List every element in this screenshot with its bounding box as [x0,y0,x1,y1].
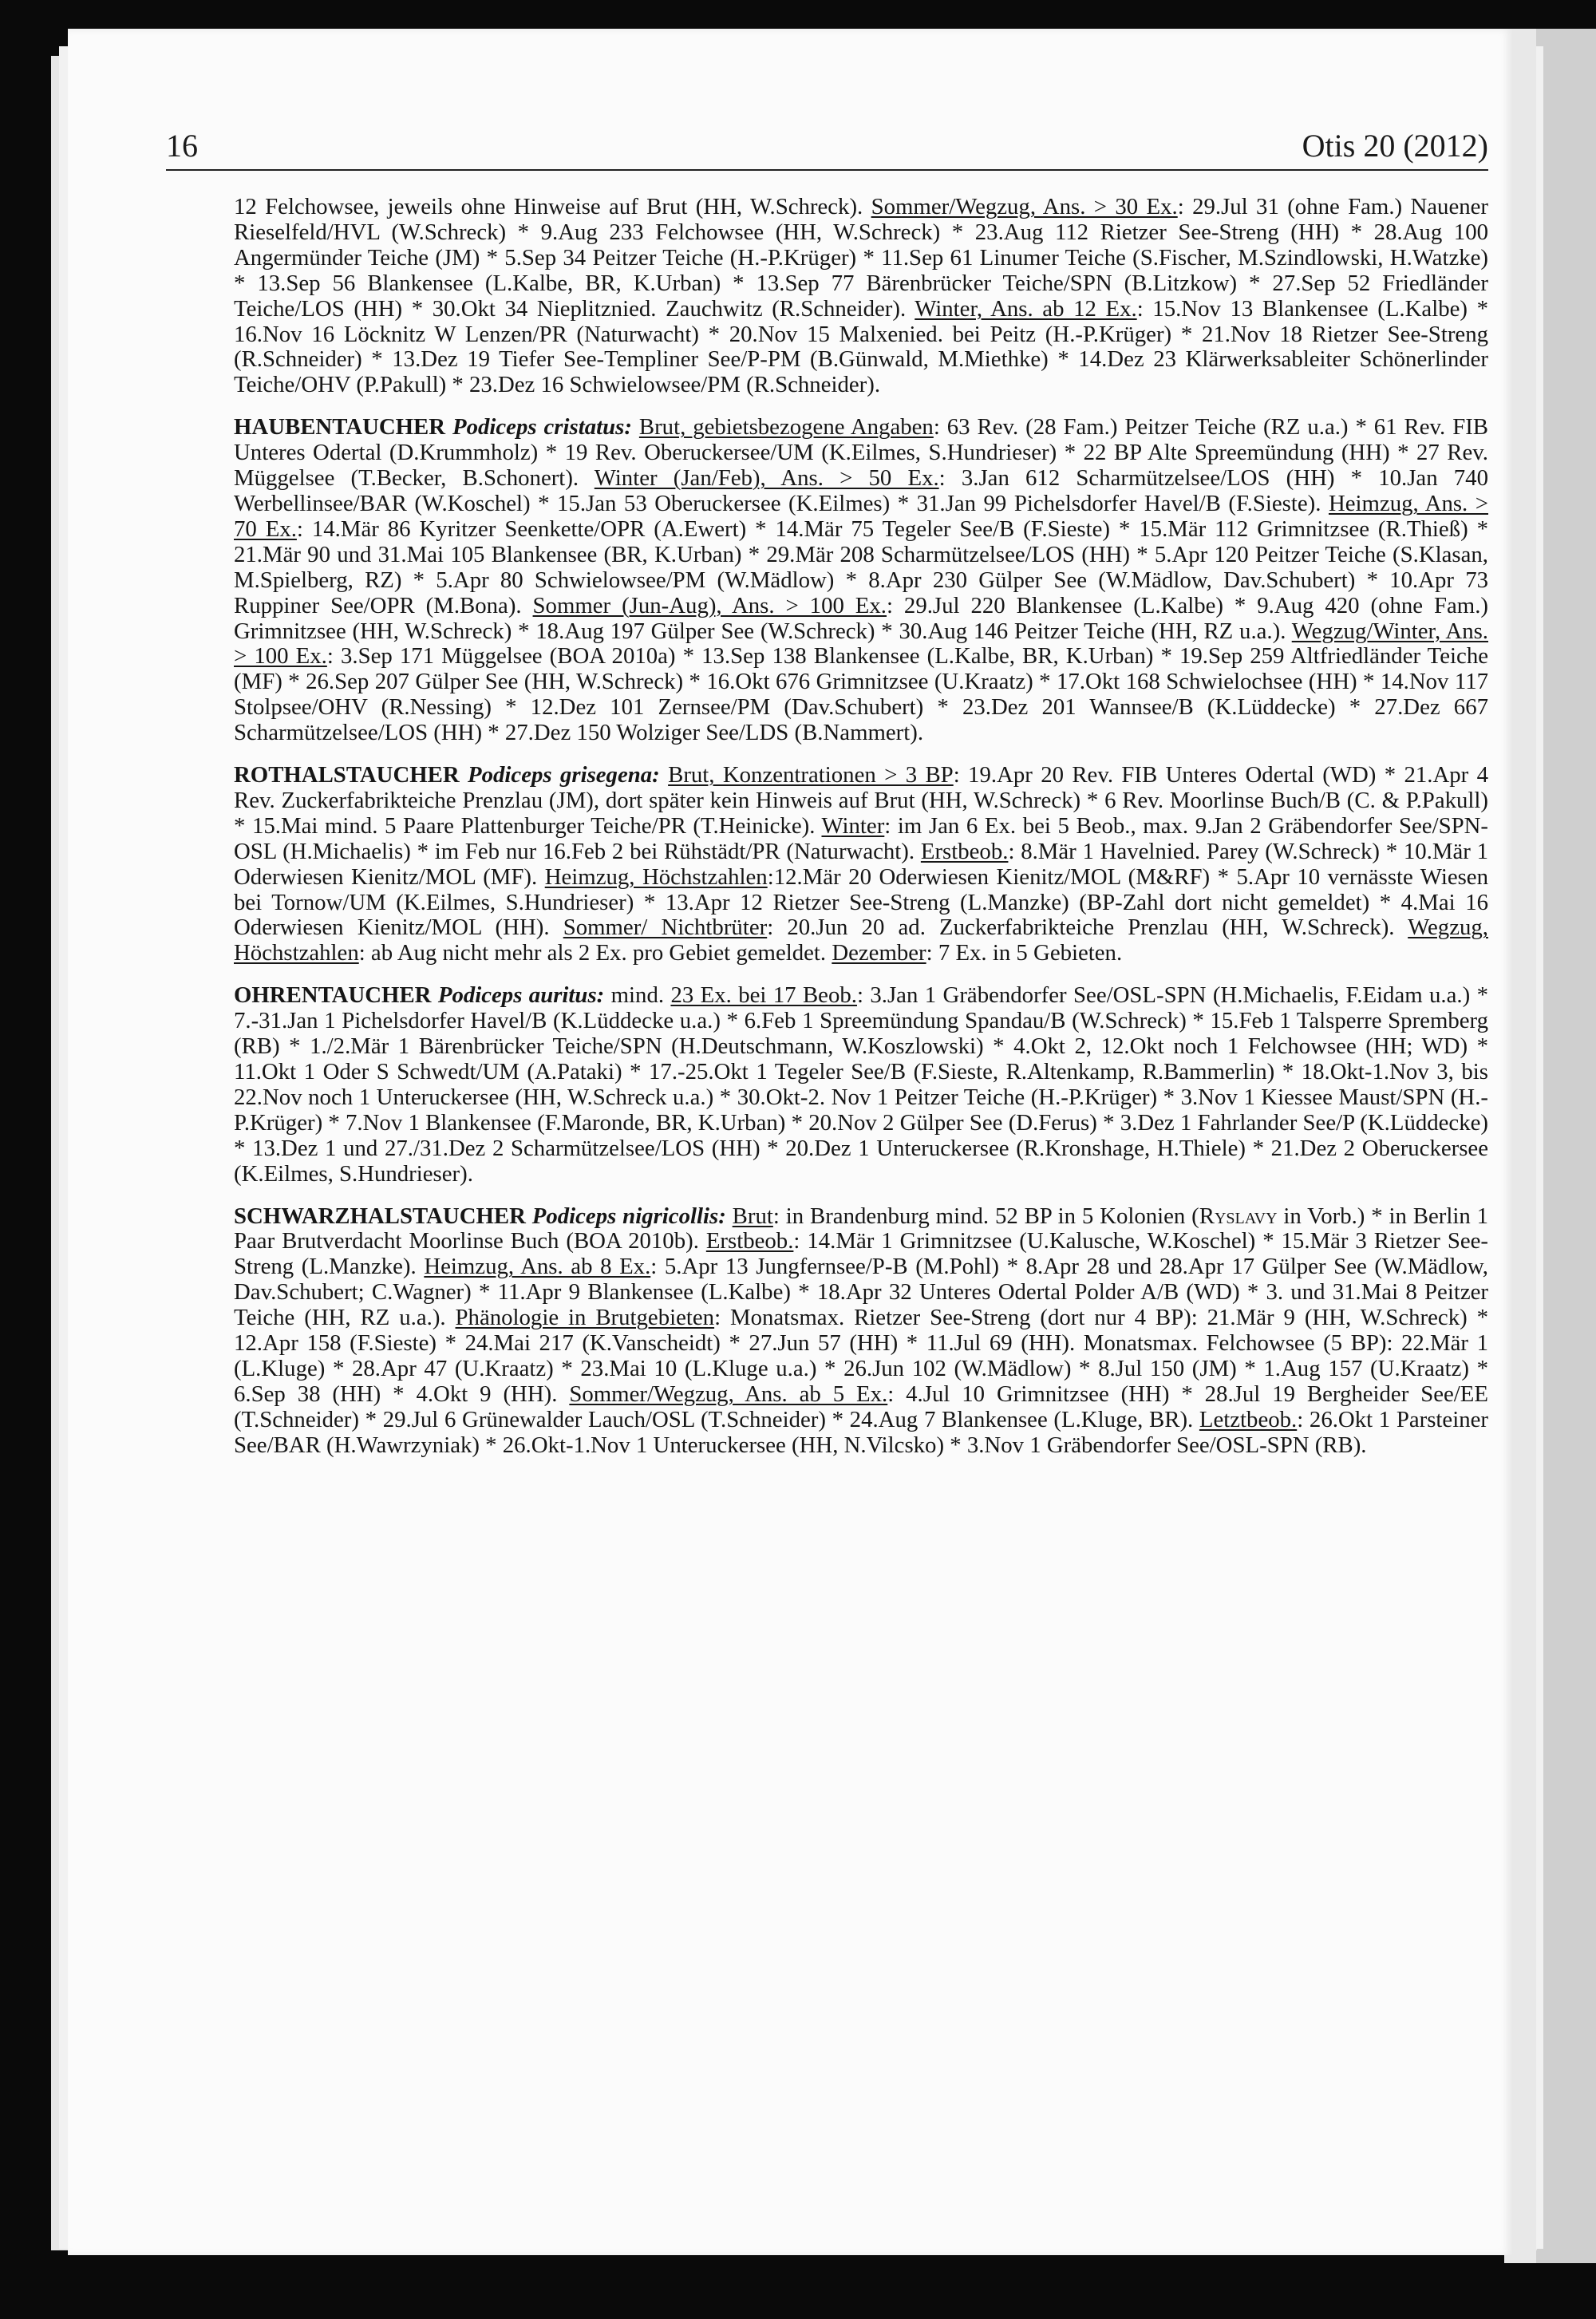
section-heading: Phänologie in Brutgebieten [455,1305,715,1331]
scientific-name [468,762,660,788]
text-run: :12.Mär 20 Oderwiesen Kienitz/MOL (M&RF) * 5.Apr 10 vernässte Wiesen bei Tornow/UM (K.Eilmes, S.Hundrieser) * 13.Apr 12 Rietzer See-Streng (L.Manzke) (BP-Zahl dort nicht gemeldet) * 4.Mai 16 Oderwiesen Kienitz/MOL (HH). [234,863,1488,941]
scientific-name [438,982,604,1008]
paragraph-rothalstaucher [234,763,1488,966]
text-run: : 20.Jun 20 ad. Zuckerfabrikteiche Prenzlau (HH, W.Schreck). [767,915,1408,941]
section-heading: Brut, Konzentrationen > 3 BP [668,762,954,788]
text-run: : 4.Jul 10 Grimnitzsee (HH) * 28.Jul 19 Bergheider See/EE (T.Schneider) * 29.Jul 6 Grünewalder Lauch/OSL (T.Schneider) * 24.Aug 7 Blankensee (L.Kluge, BR). [234,1381,1488,1432]
species-name: ROTHALSTAUCHER [234,762,468,788]
text-run: : im Jan 6 Ex. bei 5 Beob., max. 9.Jan 2 Gräbendorfer See/SPN-OSL (H.Michaelis) * im Feb nur 16.Feb 2 bei Rühstädt/PR (Naturwacht). [234,812,1488,864]
section-heading: Sommer/ Nichtbrüter [563,915,768,941]
section-heading: Brut, gebietsbezogene Angaben [638,414,934,440]
text-run: : in Brandenburg mind. 52 BP in 5 Kolonien ( [772,1203,1199,1229]
section-heading: 23 Ex. bei 17 Beob. [670,982,857,1009]
section-heading: Wegzug, Höchstzahlen [234,915,1488,966]
text-run: : ab Aug nicht mehr als 2 Ex. pro Gebiet gemeldet. [358,940,832,966]
section-heading: Sommer/Wegzug, Ans. > 30 Ex. [871,194,1178,219]
text-run: : 26.Okt 1 Parsteiner See/BAR (H.Wawrzyniak) * 26.Okt-1.Nov 1 Unteruckersee (HH, N.Vilcsko) * 3.Nov 1 Gräbendorfer See/OSL-SPN (RB). [234,1406,1488,1458]
section-heading: Wegzug/Winter, Ans. > 100 Ex. [234,618,1489,670]
section-heading: Dezember [832,940,926,966]
section-heading: Winter (Jan/Feb), Ans. > 50 Ex. [594,465,939,492]
text-run: mind. [604,982,671,1009]
section-heading: Letztbeob. [1199,1406,1298,1432]
text-run: : 63 Rev. (28 Fam.) Peitzer Teiche (RZ u.a.) * 61 Rev. FIB Unteres Odertal (D.Krummholz) * 19 Rev. Oberuckersee/UM (K.Eilmes, S.Hundrieser) * 22 BP Alte Spreemündung (HH) * 27 Rev. Müggelsee (T.Becker, B.Schonert). [234,414,1489,492]
text-run: : 19.Apr 20 Rev. FIB Unteres Odertal (WD) * 21.Apr 4 Rev. Zuckerfabrikteiche Prenzlau (JM), dort später kein Hinweis auf Brut (HH, W.Schreck) * 6 Rev. Moorlinse Buch/B (C. & P.Pakull) * 15.Mai mind. 5 Paare Plattenburger Teiche/PR (T.Heinicke). [234,762,1488,839]
section-heading: Erstbeob. [920,838,1009,864]
scientific-name-text: Podiceps nigricollis: [531,1203,726,1229]
section-heading: Heimzug, Ans. > 70 Ex. [234,490,1489,542]
section-heading: Winter, Ans. ab 12 Ex. [915,295,1137,322]
text-run: : 3.Jan 612 Scharmützelsee/LOS (HH) * 10.Jan 740 Werbellinsee/BAR (W.Koschel) * 15.Jan 53 Oberuckersee (K.Eilmes) * 31.Jan 99 Pichelsdorfer Havel/B (F.Sieste). [234,465,1488,516]
scientific-name-text: Podiceps cristatus: [452,414,632,440]
journal-title: Otis 20 (2012) [1302,128,1488,164]
paragraph-schwarzhalstaucher [234,1204,1488,1459]
section-heading: Heimzug, Höchstzahlen [544,863,768,890]
text-run: : 29.Jul 220 Blankensee (L.Kalbe) * 9.Aug 420 (ohne Fam.) Grimnitzsee (HH, W.Schreck) * 18.Aug 197 Gülper See (W.Schreck) * 30.Aug 146 Peitzer Teiche (HH, RZ u.a.). [234,592,1488,644]
section-heading: Brut [732,1203,773,1229]
scientific-name-text: Podiceps auritus: [437,982,605,1009]
text-run: : Monatsmax. Rietzer See-Streng (dort nur 4 BP): 21.Mär 9 (HH, W.Schreck) * 12.Apr 158 (F.Sieste) * 24.Mai 217 (K.Vanscheidt) * 27.Jun 57 (HH) * 11.Jul 69 (HH). Monatsmax. Felchowsee (5 BP): 22.Mär 1 (L.Kluge) * 28.Apr 47 (U.Kraatz) * 23.Mai 10 (L.Kluge u.a.) * 26.Jun 102 (W.Mädlow) * 8.Jul 150 (JM) * 1.Aug 157 (U.Kraatz) * 6.Sep 38 (HH) * 4.Okt 9 (HH). [234,1305,1488,1407]
species-name: HAUBENTAUCHER [234,414,453,440]
scientific-name-text: Podiceps grisegena: [468,762,660,788]
section-heading: Heimzug, Ans. ab 8 Ex. [424,1254,651,1280]
text-run: : 8.Mär 1 Havelnied. Parey (W.Schreck) * 10.Mär 1 Oderwiesen Kienitz/MOL (MF). [234,838,1488,890]
text-run [726,1203,733,1229]
paragraph-haubentaucher [234,415,1488,746]
text-run: : 7 Ex. in 5 Gebieten. [926,940,1123,966]
text-run: : 14.Mär 1 Grimnitzsee (U.Kalusche, W.Koschel) * 15.Mär 3 Rietzer See-Streng (L.Manzke). [234,1228,1488,1280]
body-text [234,195,1488,1476]
section-heading: Winter [821,812,885,839]
species-name: SCHWARZHALSTAUCHER [234,1203,532,1229]
text-run: : 15.Nov 13 Blankensee (L.Kalbe) * 16.Nov 16 Löcknitz W Lenzen/PR (Naturwacht) * 20.Nov 15 Malxenied. bei Peitz (H.-P.Krüger) * 21.Nov 18 Rietzer See-Streng (R.Schneider) * 13.Dez 19 Tiefer See-Templiner See/P-PM (B.Günwald, M.Miethke) * 14.Dez 23 Klärwerksableiter Schönerlinder Teiche/OHV (P.Pakull) * 23.Dez 16 Schwielowsee/PM (R.Schneider). [234,295,1488,398]
text-run: in Vorb.) * in Berlin 1 Paar Brutverdacht Moorlinse Buch (BOA 2010b). [234,1203,1489,1254]
text-run: : 3.Jan 1 Gräbendorfer See/OSL-SPN (H.Michaelis, F.Eidam u.a.) * 7.-31.Jan 1 Pichelsdorfer Havel/B (K.Lüddecke u.a.) * 6.Feb 1 Spreemündung Spandau/B (W.Schreck) * 15.Feb 1 Talsperre Spremberg (RB) * 1./2.Mär 1 Bärenbrücker Teiche/SPN (H.Deutschmann, W.Koszlowski) * 4.Okt 2, 12.Okt noch 1 Felchowsee (HH; WD) * 11.Okt 1 Oder S Schwedt/UM (A.Pataki) * 17.-25.Okt 1 Tegeler See/B (F.Sieste, R.Altenkamp, R.Bammerlin) * 18.Okt-1.Nov 3, bis 22.Nov noch 1 Unteruckersee (HH, W.Schreck u.a.) * 30.Okt-2. Nov 1 Peitzer Teiche (H.-P.Krüger) * 3.Nov 1 Kiessee Maust/SPN (H.-P.Krüger) * 7.Nov 1 Blankensee (F.Maronde, BR, K.Urban) * 20.Nov 2 Gülper See (D.Ferus) * 3.Dez 1 Fahrlander See/P (K.Lüddecke) * 13.Dez 1 und 27./31.Dez 2 Scharmützelsee/LOS (HH) * 20.Dez 1 Unteruckersee (R.Kronshage, H.Thiele) * 21.Dez 2 Oberuckersee (K.Eilmes, S.Hundrieser). [234,982,1488,1187]
text-run: : 14.Mär 86 Kyritzer Seenkette/OPR (A.Ewert) * 14.Mär 75 Tegeler See/B (F.Sieste) * 15.Mär 112 Grimnitzsee (R.Thieß) * 21.Mär 90 und 31.Mai 105 Blankensee (BR, K.Urban) * 29.Mär 208 Scharmützelsee/LOS (HH) * 5.Apr 120 Peitzer Teiche (S.Klasan, M.Spielberg, RZ) * 5.Apr 80 Schwielowsee/PM (W.Mädlow) * 8.Apr 230 Gülper See (W.Mädlow, Dav.Schubert) * 10.Apr 73 Ruppiner See/OPR (M.Bona). [234,516,1488,618]
scientific-name [532,1203,726,1229]
section-heading: Sommer/Wegzug, Ans. ab 5 Ex. [569,1381,888,1407]
text-run: : 5.Apr 13 Jungfernsee/P-B (M.Pohl) * 8.Apr 28 und 28.Apr 17 Gülper See (W.Mädlow, Dav.Schubert; C.Wagner) * 11.Apr 9 Blankensee (L.Kalbe) * 18.Apr 32 Unteres Odertal Polder A/B (WD) * 3. und 31.Mai 8 Peitzer Teiche (HH, RZ u.a.). [234,1254,1488,1331]
text-run [632,414,639,440]
text-run: : 29.Jul 31 (ohne Fam.) Nauener Rieselfeld/HVL (W.Schreck) * 9.Aug 233 Felchowsee (HH, W.Schreck) * 23.Aug 112 Rietzer See-Streng (HH) * 28.Aug 100 Angermünder Teiche (JM) * 5.Sep 34 Peitzer Teiche (H.-P.Krüger) * 11.Sep 61 Linumer Teiche (S.Fischer, M.Szindlowski, H.Watzke) * 13.Sep 56 Blankensee (L.Kalbe, BR, K.Urban) * 13.Sep 77 Bärenbrücker Teiche/SPN (B.Litzkow) * 27.Sep 52 Friedländer Teiche/LOS (HH) * 30.Okt 34 Nieplitznied. Zauchwitz (R.Schneider). [234,194,1489,322]
author-name: Ryslavy [1199,1203,1278,1229]
paragraph-intro [234,195,1488,398]
section-heading: Sommer (Jun-Aug), Ans. > 100 Ex. [532,592,887,618]
text-run: 12 Felchowsee, jeweils ohne Hinweise auf Brut (HH, W.Schreck). [234,194,871,219]
paragraph-ohrentaucher [234,983,1488,1187]
running-header [166,124,1488,171]
section-heading: Erstbeob. [705,1228,794,1254]
page-number: 16 [166,128,198,164]
text-run: : 3.Sep 171 Müggelsee (BOA 2010a) * 13.Sep 138 Blankensee (L.Kalbe, BR, K.Urban) * 19.Sep 259 Altfriedländer Teiche (MF) * 26.Sep 207 Gülper See (HH, W.Schreck) * 16.Okt 676 Grimnitzsee (U.Kraatz) * 17.Okt 168 Schwielochsee (HH) * 14.Nov 117 Stolpsee/OHV (R.Nessing) * 12.Dez 101 Zernsee/PM (Dav.Schubert) * 23.Dez 201 Wannsee/B (K.Lüddecke) * 27.Dez 667 Scharmützelsee/LOS (HH) * 27.Dez 150 Wolziger See/LDS (B.Nammert). [234,643,1488,746]
species-name: OHRENTAUCHER [234,982,438,1009]
scientific-name [452,414,632,440]
text-run [660,762,668,788]
